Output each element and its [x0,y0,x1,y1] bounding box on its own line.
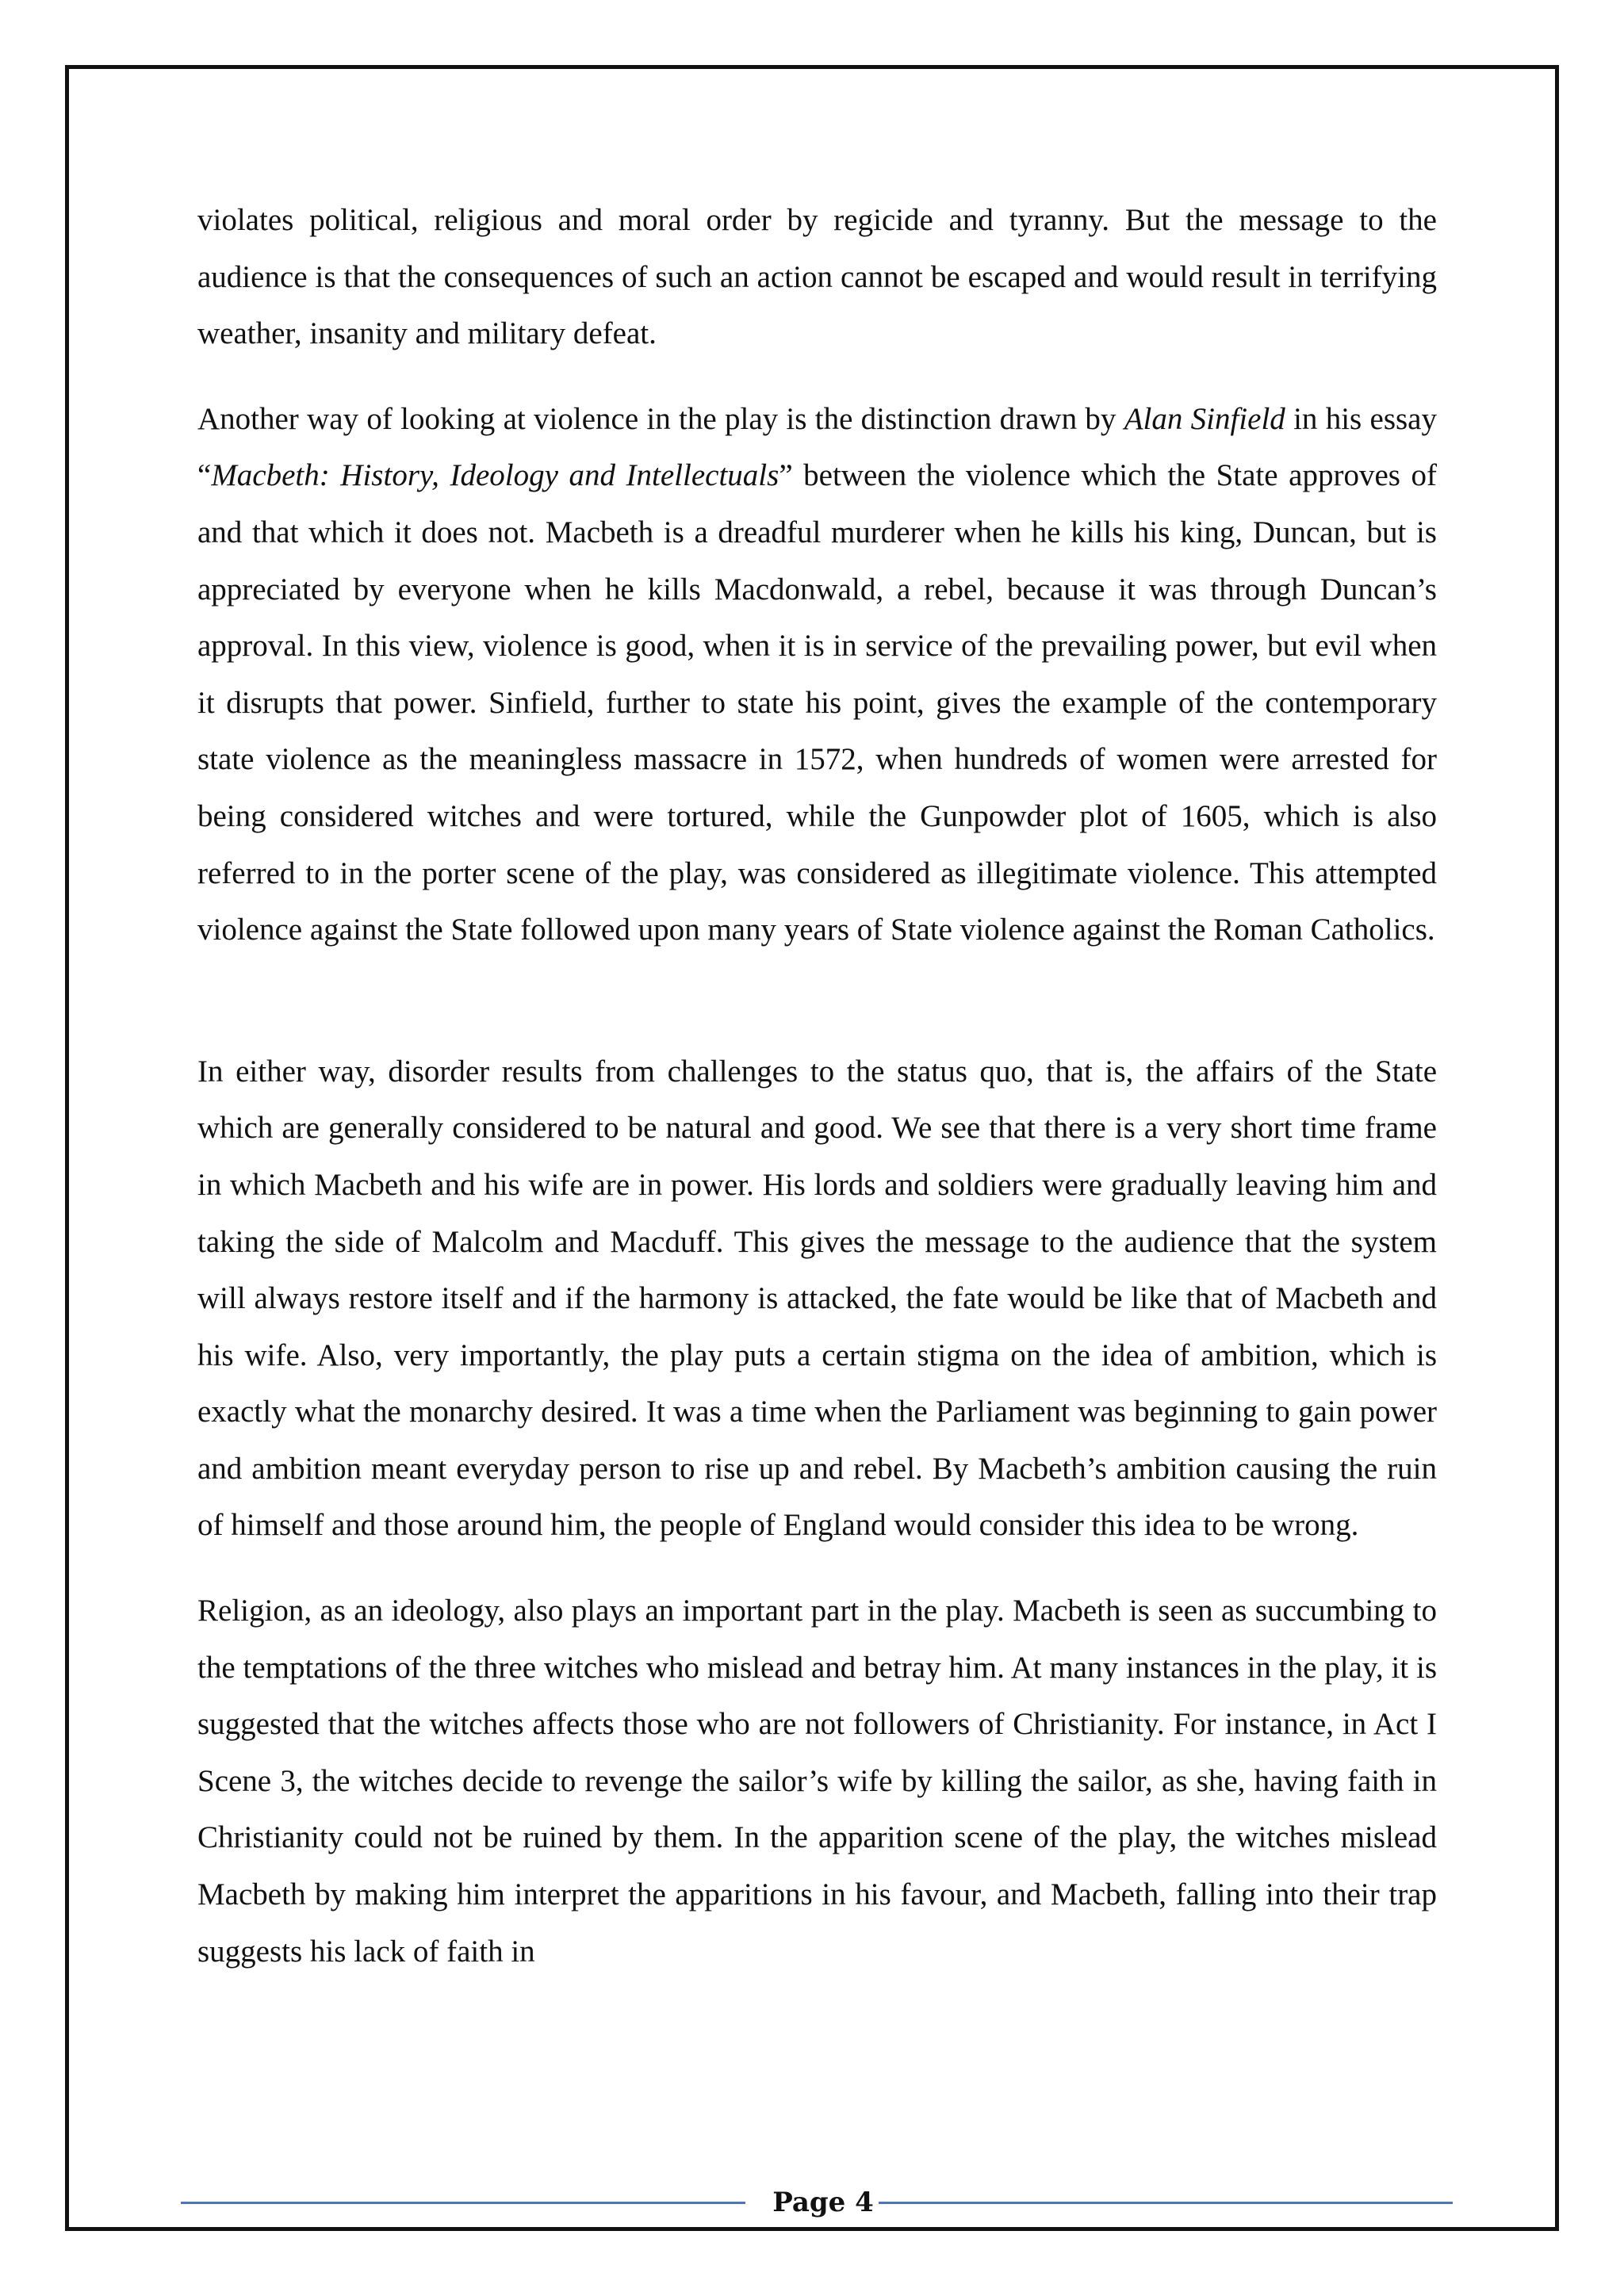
paragraph-1-text: violates political, religious and moral order by regicide and tyranny. But the message to the audience is that the consequences of such an action cannot be escaped and would result in terrifying weather, insanity and military defeat. [197,203,1437,351]
footer-rule-right [879,2202,1453,2204]
paragraph-4-text: Religion, as an ideology, also plays an important part in the play. Macbeth is seen as succumbing to the temptations of the three witches who mislead and betray him. At many instances in the play, it is suggested that the witches affects those who are not followers of Christianity. For instance, in Act I Scene 3, the witches decide to revenge the sailor’s wife by killing the sailor, as she, having faith in Christianity could not be ruined by them. In the apparition scene of the play, the witches mislead Macbeth by making him interpret the apparitions in his favour, and Macbeth, falling into their trap suggests his lack of faith in [197,1594,1437,1969]
paragraph-3 [197,1043,1437,1554]
paragraph-2-text-a: Another way of looking at violence in the play is the distinction drawn by [197,401,1124,436]
author-name: Alan Sinfield [1124,401,1285,436]
page-number: Page 4 [772,2187,874,2218]
paragraph-2 [197,391,1437,959]
paragraph-2-text-b: in his essay “ [197,401,1437,493]
page-footer [181,2187,1450,2218]
paragraph-3-text: In either way, disorder results from challenges to the status quo, that is, the affairs of the State which are generally considered to be natural and good. We see that there is a very short time frame in which Macbeth and his wife are in power. His lords and soldiers were gradually leaving him and taking the side of Malcolm and Macduff. This gives the message to the audience that the system will always restore itself and if the harmony is attacked, the fate would be like that of Macbeth and his wife. Also, very importantly, the play puts a certain stigma on the idea of ambition, which is exactly what the monarchy desired. It was a time when the Parliament was beginning to gain power and ambition meant everyday person to rise up and rebel. By Macbeth’s ambition causing the ruin of himself and those around him, the people of England would consider this idea to be wrong. [197,1054,1437,1543]
essay-title: Macbeth: History, Ideology and Intellectuals [211,458,779,493]
paragraph-2-text-c: ” between the violence which the State approves of and that which it does not. Macbeth is a dreadful murderer when he kills his king, Duncan, but is appreciated by everyone when he kills Macdonwald, a rebel, because it was through Duncan’s approval. In this view, violence is good, when it is in service of the prevailing power, but evil when it disrupts that power. Sinfield, further to state his point, gives the example of the contemporary state violence as the meaningless massacre in 1572, when hundreds of women were arrested for being considered witches and were tortured, while the Gunpowder plot of 1605, which is also referred to in the porter scene of the play, was considered as illegitimate violence. This attempted violence against the State followed upon many years of State violence against the Roman Catholics. [197,458,1437,947]
document-body [197,192,1437,2008]
paragraph-1 [197,192,1437,362]
footer-rule-left [181,2202,745,2204]
paragraph-4 [197,1582,1437,1980]
